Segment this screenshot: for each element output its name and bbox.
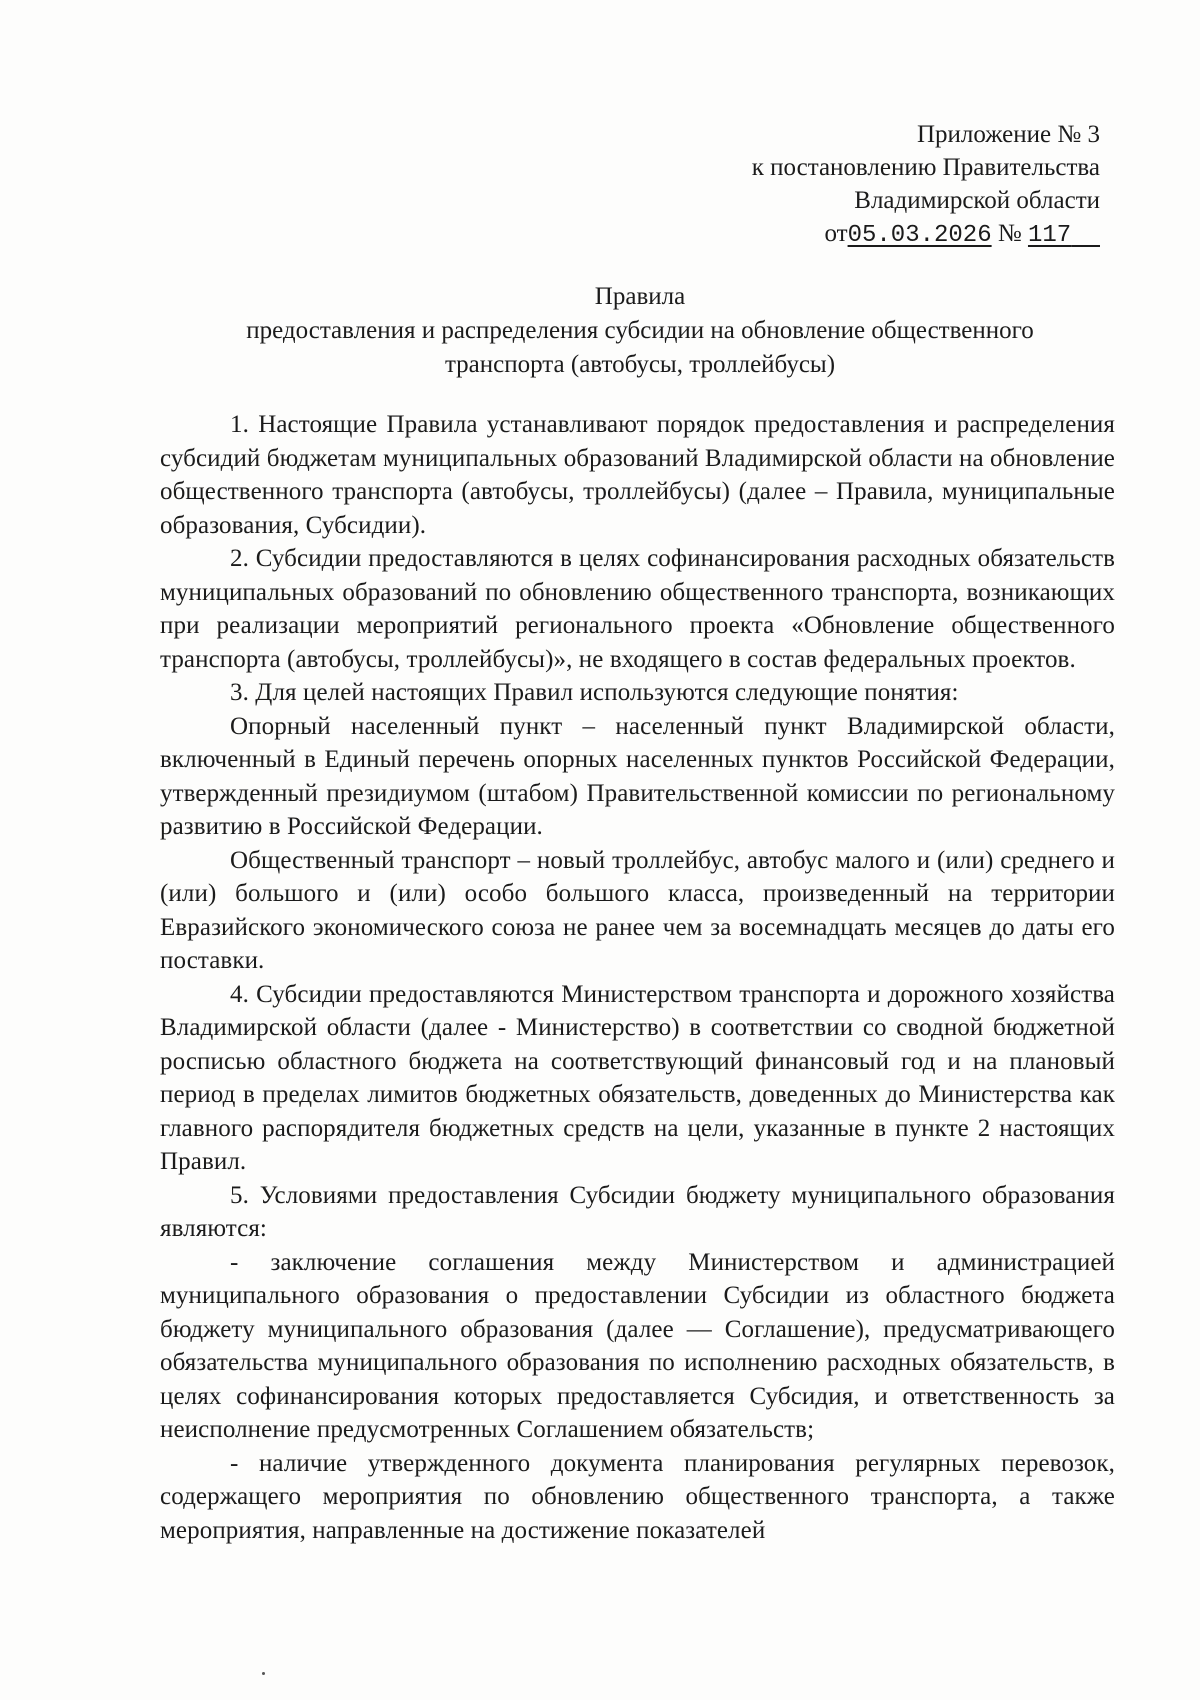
number-underline-tail [1071, 222, 1100, 249]
paragraph-definition-public-transport: Общественный транспорт – новый троллейбус, автобус малого и (или) среднего и (или) большого и (или) особо большого класса, произведенный на территории Евразийского экономического союза не ранее чем за восемнадцать месяцев до даты его поставки. [160, 846, 1115, 974]
paragraph-2: 2. Субсидии предоставляются в целях софинансирования расходных обязательств муниципальных образований по обновлению общественного транспорта, возникающих при реализации мероприятий регионального проекта «Обновление общественного транспорта (автобусы, троллейбусы)», не входящего в состав федеральных проектов. [160, 545, 1115, 673]
document-title [160, 280, 1120, 382]
decree-date: 05.03.2026 [847, 222, 992, 249]
appendix-region: Владимирской области [854, 187, 1100, 214]
appendix-header [752, 118, 1100, 252]
number-prefix: № [991, 220, 1028, 247]
title-heading: Правила [594, 283, 686, 310]
paragraph-1: 1. Настоящие Правила устанавливают порядок предоставления и распределения субсидий бюджетам муниципальных образований Владимирской области на обновление общественного транспорта (автобусы, троллейбусы) (далее – Правила, муниципальные образования, Субсидии). [160, 411, 1115, 539]
condition-item-planning-document: - наличие утвержденного документа планирования регулярных перевозок, содержащего мероприятия по обновлению общественного транспорта, а также мероприятия, направленные на достижение показателей [160, 1449, 1115, 1544]
appendix-date-line [752, 217, 1100, 252]
paragraph-5: 5. Условиями предоставления Субсидии бюджету муниципального образования являются: [160, 1181, 1115, 1242]
condition-item-agreement: - заключение соглашения между Министерством и администрацией муниципального образования о предоставлении Субсидии из областного бюджета бюджету муниципального образования (далее — Соглашение), предусматривающего обязательства муниципального образования по исполнению расходных обязательств, в целях софинансирования которых предоставляется Субсидия, и ответственность за неисполнение предусмотренных Соглашением обязательств; [160, 1248, 1115, 1443]
paragraph-definition-support-settlement: Опорный населенный пункт – населенный пункт Владимирской области, включенный в Единый перечень опорных населенных пунктов Российской Федерации, утвержденный президиумом (штабом) Правительственной комиссии по региональному развитию в Российской Федерации. [160, 712, 1115, 840]
title-subheading-2: транспорта (автобусы, троллейбусы) [444, 351, 836, 378]
appendix-reference: к постановлению Правительства [751, 154, 1100, 181]
title-subheading-1: предоставления и распределения субсидии на обновление общественного [246, 317, 1034, 344]
paragraph-4: 4. Субсидии предоставляются Министерством транспорта и дорожного хозяйства Владимирской области (далее - Министерство) в соответствии со сводной бюджетной росписью областного бюджета на соответствующий финансовый год и на плановый период в пределах лимитов бюджетных обязательств, доведенных до Министерства как главного распорядителя бюджетных средств на цели, указанные в пункте 2 настоящих Правил. [160, 980, 1115, 1175]
date-prefix: от [824, 220, 848, 247]
document-body [160, 408, 1115, 1547]
appendix-number: Приложение № 3 [916, 121, 1100, 148]
decree-number: 117 [1027, 222, 1072, 249]
scan-speck [262, 1672, 265, 1675]
paragraph-3: 3. Для целей настоящих Правил используются следующие понятия: [230, 679, 959, 706]
